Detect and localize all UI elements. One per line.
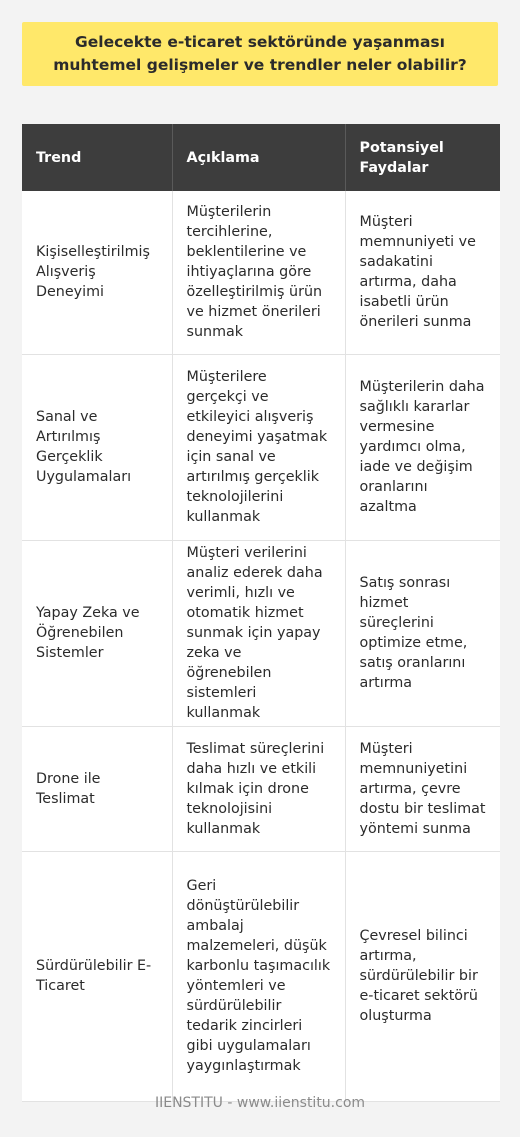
- header-description: Açıklama: [172, 124, 345, 191]
- description-cell: Teslimat süreçlerini daha hızlı ve etkili kılmak için drone teknolojisini kullanmak: [172, 726, 345, 851]
- trend-cell: Drone ile Teslimat: [22, 726, 172, 851]
- benefits-cell: Müşteri memnuniyeti ve sadakatini artırma, daha isabetli ürün önerileri sunma: [345, 191, 500, 354]
- trends-table: [22, 124, 500, 1102]
- benefits-cell: Satış sonrası hizmet süreçlerini optimize etme, satış oranlarını artırma: [345, 540, 500, 726]
- table-row: [22, 191, 500, 354]
- table-row: [22, 354, 500, 540]
- description-cell: Geri dönüştürülebilir ambalaj malzemeleri, düşük karbonlu taşımacılık yöntemleri ve sürdürülebilir tedarik zincirleri gibi uygulamaları yaygınlaştırmak: [172, 851, 345, 1101]
- table-row: [22, 726, 500, 851]
- footer-credit: IIENSTITU - www.iienstitu.com: [154, 1095, 366, 1111]
- table-row: [22, 540, 500, 726]
- trend-cell: Sürdürülebilir E-Ticaret: [22, 851, 172, 1101]
- trend-cell: Kişiselleştirilmiş Alışveriş Deneyimi: [22, 191, 172, 354]
- table-header-row: [22, 124, 500, 191]
- page-title: Gelecekte e-ticaret sektöründe yaşanması muhtemel gelişmeler ve trendler neler olabilir?: [22, 22, 498, 86]
- table-row: [22, 851, 500, 1101]
- trend-cell: Yapay Zeka ve Öğrenebilen Sistemler: [22, 540, 172, 726]
- header-trend: Trend: [22, 124, 172, 191]
- description-cell: Müşterilere gerçekçi ve etkileyici alışveriş deneyimi yaşatmak için sanal ve artırılmış gerçeklik teknolojilerini kullanmak: [172, 354, 345, 540]
- trend-cell: Sanal ve Artırılmış Gerçeklik Uygulamaları: [22, 354, 172, 540]
- header-benefits: Potansiyel Faydalar: [345, 124, 500, 191]
- benefits-cell: Müşteri memnuniyetini artırma, çevre dostu bir teslimat yöntemi sunma: [345, 726, 500, 851]
- description-cell: Müşteri verilerini analiz ederek daha verimli, hızlı ve otomatik hizmet sunmak için yapay zeka ve öğrenebilen sistemleri kullanmak: [172, 540, 345, 726]
- description-cell: Müşterilerin tercihlerine, beklentilerine ve ihtiyaçlarına göre özelleştirilmiş ürün ve hizmet önerileri sunmak: [172, 191, 345, 354]
- benefits-cell: Müşterilerin daha sağlıklı kararlar vermesine yardımcı olma, iade ve değişim oranlarını azaltma: [345, 354, 500, 540]
- benefits-cell: Çevresel bilinci artırma, sürdürülebilir bir e-ticaret sektörü oluşturma: [345, 851, 500, 1101]
